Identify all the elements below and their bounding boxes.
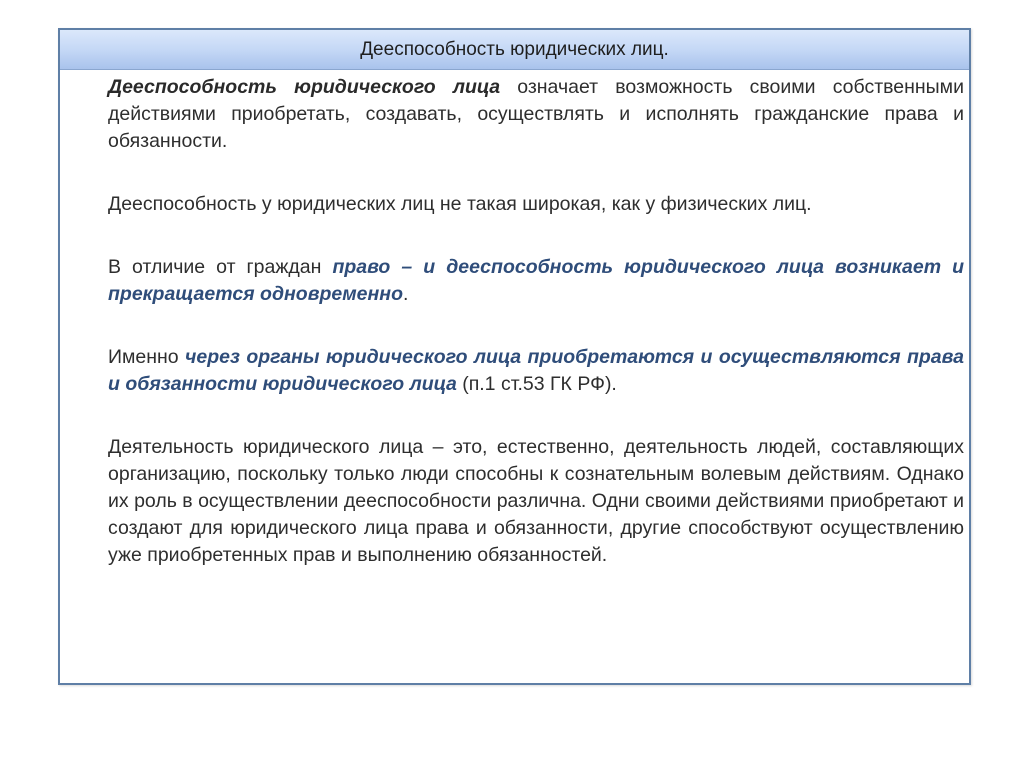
definition-text: означает возможность своими собственными действиями приобретать, создавать, осуществлять и исполнять гражданские права и обязанности. xyxy=(108,76,964,152)
slide-title: Дееспособность юридических лиц. xyxy=(60,30,969,70)
simultaneous-tail: . xyxy=(403,283,409,305)
paragraph-organs xyxy=(108,344,964,398)
organs-tail: (п.1 ст.53 ГК РФ). xyxy=(456,373,617,395)
organs-emphasis: через органы юридического лица приобретаются и осуществляются права и обязанности юридического лица xyxy=(108,346,964,395)
slide-frame xyxy=(58,28,971,685)
simultaneous-emphasis: право – и дееспособность юридического лица возникает и прекращается одновременно xyxy=(108,256,964,305)
slide-content xyxy=(108,74,964,569)
simultaneous-lead: В отличие от граждан xyxy=(108,256,333,278)
paragraph-definition xyxy=(108,74,964,155)
organs-lead: Именно xyxy=(108,346,186,368)
paragraph-simultaneous xyxy=(108,254,964,308)
paragraph-scope: Дееспособность у юридических лиц не такая широкая, как у физических лиц. xyxy=(108,193,812,215)
paragraph-activity: Деятельность юридического лица – это, естественно, деятельность людей, составляющих организацию, поскольку только люди способны к сознательным волевым действиям. Однако их роль в осуществлении дееспособности различна. Одни своими действиями приобретают и создают для юридического лица права и обязанности, другие способствуют осуществлению уже приобретенных прав и выполнению обязанностей. xyxy=(108,436,964,566)
definition-term: Дееспособность юридического лица xyxy=(108,76,501,98)
